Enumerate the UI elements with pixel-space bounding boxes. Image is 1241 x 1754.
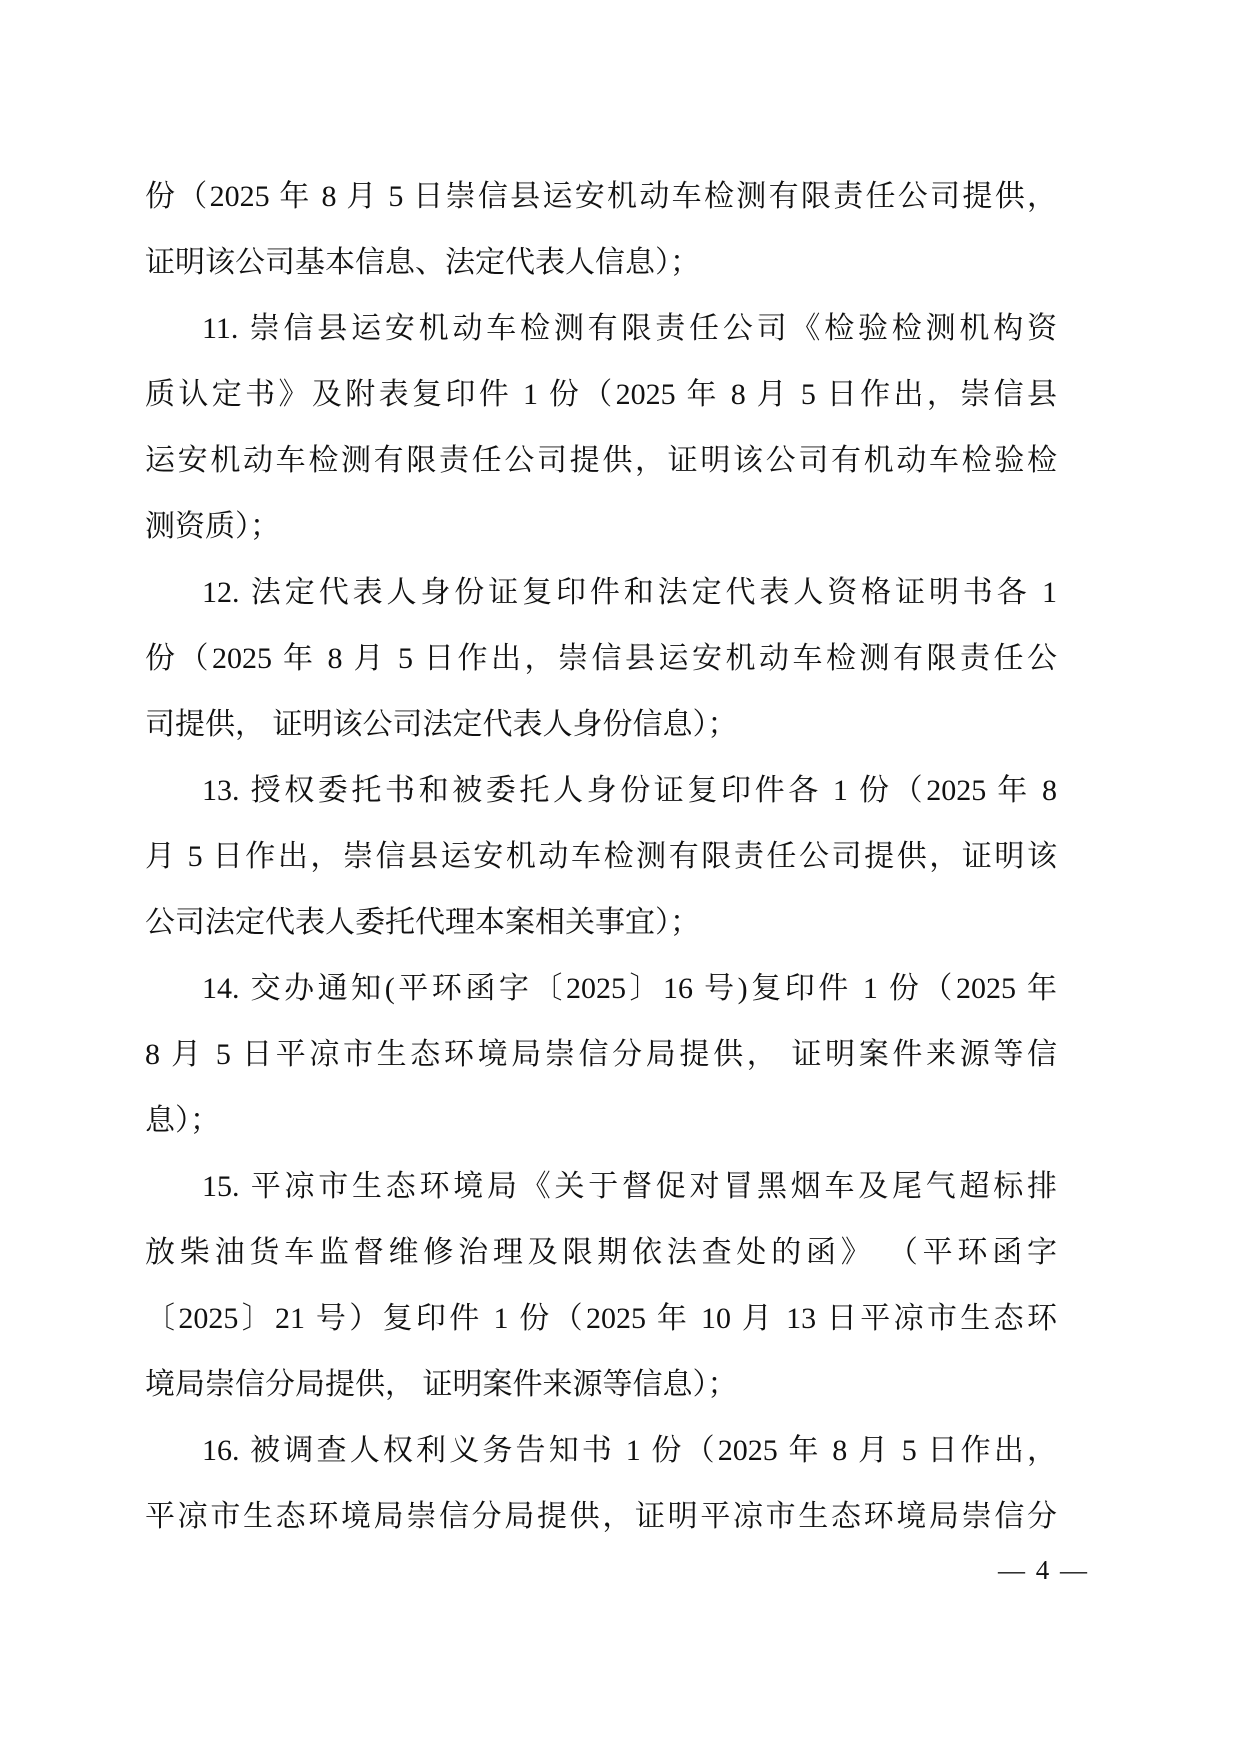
text-line: 〔2025〕21 号）复印件 1 份（2025 年 10 月 13 日平凉市生态环: [145, 1302, 1057, 1335]
text-line: 12. 法定代表人身份证复印件和法定代表人资格证明书各 1: [202, 576, 1057, 609]
text-line: 放柴油货车监督维修治理及限期依法查处的函》 （平环函字: [145, 1236, 1057, 1269]
text-line: 证明该公司基本信息、法定代表人信息）；: [145, 246, 700, 279]
text-line: 质认定书》及附表复印件 1 份（2025 年 8 月 5 日作出，崇信县: [145, 378, 1057, 411]
text-line: 11. 崇信县运安机动车检测有限责任公司《检验检测机构资: [202, 312, 1057, 345]
text-line: 息）；: [145, 1104, 220, 1137]
text-line: 8 月 5 日平凉市生态环境局崇信分局提供， 证明案件来源等信: [145, 1038, 1057, 1071]
document-body: [145, 164, 1057, 1550]
page-number: — 4 —: [998, 1555, 1089, 1585]
text-line: 16. 被调查人权利义务告知书 1 份（2025 年 8 月 5 日作出，: [202, 1434, 1057, 1467]
text-line: 13. 授权委托书和被委托人身份证复印件各 1 份（2025 年 8: [202, 774, 1057, 807]
text-line: 份（2025 年 8 月 5 日作出，崇信县运安机动车检测有限责任公: [145, 642, 1057, 675]
text-line: 15. 平凉市生态环境局《关于督促对冒黑烟车及尾气超标排: [202, 1170, 1057, 1203]
text-line: 14. 交办通知(平环函字〔2025〕16 号)复印件 1 份（2025 年: [202, 972, 1057, 1005]
text-line: 司提供， 证明该公司法定代表人身份信息）；: [145, 708, 738, 741]
text-line: 份（2025 年 8 月 5 日崇信县运安机动车检测有限责任公司提供，: [145, 180, 1057, 213]
text-line: 平凉市生态环境局崇信分局提供，证明平凉市生态环境局崇信分: [145, 1500, 1057, 1533]
text-line: 境局崇信分局提供， 证明案件来源等信息）；: [145, 1368, 738, 1401]
text-line: 公司法定代表人委托代理本案相关事宜）；: [145, 906, 700, 939]
text-line: 测资质）；: [145, 510, 280, 543]
text-line: 月 5 日作出，崇信县运安机动车检测有限责任公司提供，证明该: [145, 840, 1057, 873]
text-line: 运安机动车检测有限责任公司提供，证明该公司有机动车检验检: [145, 444, 1057, 477]
